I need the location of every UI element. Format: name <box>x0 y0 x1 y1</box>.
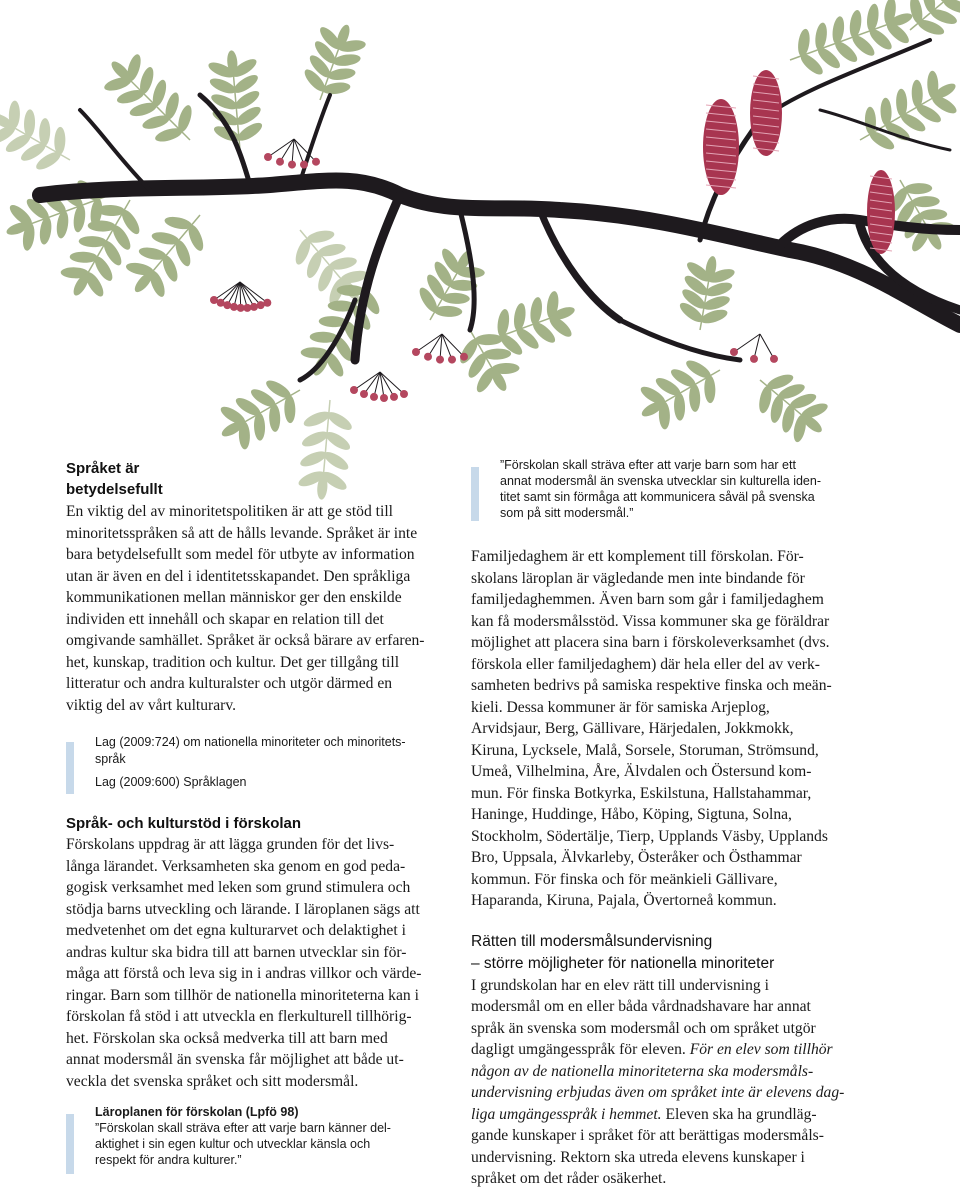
text-line: kieli. Dessa kommuner är för samiska Arjeplog, <box>471 698 770 716</box>
accent-bar <box>66 1114 74 1174</box>
leaflet <box>269 404 281 432</box>
text-line: het. Förskolan ska också medverka till att barn med <box>66 1029 388 1047</box>
berry <box>412 348 420 356</box>
text-line: samheten bedrivs på samiska respektive finska och meän- <box>471 677 832 694</box>
berry <box>400 390 408 398</box>
text-line: Familjedaghem är ett komplement till förskolan. För- <box>471 548 804 565</box>
text-line: het, kunskap, tradition och kultur. Det ger tillgång till <box>66 653 400 671</box>
text-line: bara betydelsefullt som medel för utbyte av information <box>66 546 415 563</box>
branch <box>620 320 740 360</box>
section-heading-forskola: Språk- och kulturstöd i förskolan <box>66 815 302 832</box>
text-run: I grundskolan har en elev rätt till undervisning i <box>471 976 769 994</box>
berry <box>436 356 444 364</box>
right-column <box>471 457 941 1190</box>
leaflet <box>24 109 36 137</box>
berry <box>360 390 368 398</box>
text-line <box>471 1125 941 1147</box>
forskola-quote-box <box>471 457 941 521</box>
text-line: veckla det svenska språket och sitt modersmål. <box>66 1072 359 1090</box>
leaflet <box>434 305 462 317</box>
leaflet <box>911 80 923 108</box>
text-line: minoritetsspråken så att de hålls levande. Språket är inte <box>66 524 418 542</box>
text-line <box>471 1147 941 1169</box>
text-line: utan är även en del i identitetsskapandet. Den språkliga <box>66 567 411 585</box>
berry-stalk <box>240 282 267 303</box>
text-line: Förskolans uppdrag är att lägga grunden för det livs- <box>66 836 395 853</box>
text-line <box>471 1082 941 1104</box>
leaflet <box>475 334 503 346</box>
section-heading-modersmal: Rätten till modersmålsundervisning – större möjligheter för nationella minoriteter <box>471 932 775 972</box>
italic-run: För en elev som tillhör <box>689 1041 833 1058</box>
berry <box>263 299 271 307</box>
italic-run: liga umgängesspråk i hemmet. <box>471 1105 662 1123</box>
text-line <box>471 1018 941 1040</box>
text-line <box>471 1104 941 1126</box>
text-line: Kiruna, Lycksele, Malå, Sorsele, Storuman, Strömsund, <box>471 741 819 759</box>
berry <box>448 356 456 364</box>
text-run: Eleven ska ha grundläg- <box>661 1105 817 1123</box>
berry-stalk <box>442 334 464 357</box>
law-reference-box <box>66 734 446 791</box>
text-line: andras kultur ska bidra till att barnen utvecklar sin för- <box>66 943 407 961</box>
accent-bar <box>471 467 479 521</box>
text-run: undervisning. Rektorn ska utreda elevens kunskaper i <box>471 1148 805 1166</box>
leaflet <box>880 98 892 126</box>
lpfo-quote-box <box>66 1104 446 1168</box>
leaflet <box>323 429 352 453</box>
text-line: Umeå, Vilhelmina, Åre, Älvdalen och Östersund kom- <box>471 763 812 780</box>
leaflet <box>896 89 908 117</box>
text-line: Bro, Uppsala, Älvkarleby, Österåker och Östhammar <box>471 849 802 866</box>
berry-stalk <box>294 139 304 165</box>
section-heading-sprak: Språket är betydelsefullt <box>66 460 163 498</box>
text-line <box>471 975 941 997</box>
berry <box>276 158 284 166</box>
leaflet <box>483 348 511 360</box>
text-run: modersmål om en eller båda vårdnadshavare har annat <box>471 998 811 1015</box>
text-line: ringar. Barn som tillhör de nationella minoriteterna kan i <box>66 986 419 1004</box>
leaflet <box>325 409 354 433</box>
text-line: skolans läroplan är vägledande men inte bindande för <box>471 569 805 587</box>
berry <box>370 393 378 401</box>
forskola-quote: ”Förskolan skall sträva efter att varje barn som har ett annat modersmål än svenska utvecklar sin kulturella iden- titet samt sin förmåga att kommunicera såväl på svenska som på sitt modersmål.” <box>500 458 821 520</box>
lpfo-title: Läroplanen för förskolan (Lpfö 98) <box>95 1105 299 1119</box>
text-line: Haninge, Huddinge, Håbo, Köping, Sigtuna, Solna, <box>471 806 792 823</box>
text-line: möjlighet att placera sina barn i förskoleverksamhet (dvs. <box>471 634 830 651</box>
text-line: förskola eller familjedaghem) där hela eller del av verk- <box>471 655 820 673</box>
leaflet <box>70 251 98 263</box>
berry <box>730 348 738 356</box>
text-line: En viktig del av minoritetspolitiken är att ge stöd till <box>66 503 393 520</box>
text-line: individen ett innehåll och skapar en relation till det <box>66 610 384 628</box>
leaflet <box>704 375 716 403</box>
law-reference-1: Lag (2009:724) om nationella minoriteter och minoritets- språk <box>95 735 406 766</box>
leaflet <box>54 127 66 155</box>
leaflet <box>79 236 107 248</box>
lpfo-quote: ”Förskolan skall sträva efter att varje barn känner del- aktighet i sin egen kultur och utvecklar känsla och respekt för andra kulturer.” <box>95 1121 391 1167</box>
italic-run: någon av de nationella minoriteterna ska modersmåls- <box>471 1062 814 1080</box>
text-line: förskolan få stöd i att utveckla en flerkulturell tillhörig- <box>66 1008 412 1025</box>
section-body-forskola <box>66 834 446 1092</box>
berry-stalk <box>416 334 442 352</box>
text-line: kan få modersmålsstöd. Vissa kommuner ska ge föräldrar <box>471 612 830 630</box>
text-line: stödja barns utveckling och lärande. I läroplanen sägs att <box>66 900 420 918</box>
text-line <box>471 996 941 1018</box>
berry <box>350 386 358 394</box>
berry <box>770 355 778 363</box>
text-line <box>471 1168 941 1190</box>
leaflet <box>254 412 266 440</box>
berry-stalk <box>268 139 294 157</box>
berry <box>390 393 398 401</box>
italic-run: undervisning erbjudas även om språket inte är elevens dag- <box>471 1084 845 1101</box>
berry <box>460 353 468 361</box>
leaflet <box>284 395 296 423</box>
text-line: måga att förstå och leva sig in i andras villkor och värde- <box>66 965 422 982</box>
berry-stalk <box>428 334 442 357</box>
leaflet <box>442 292 470 304</box>
text-line: medvetenhet om det egna kulturarvet och delaktighet i <box>66 922 406 939</box>
text-line: långa lärandet. Verksamheten ska genom en god peda- <box>66 857 406 875</box>
text-line: mun. För finska Botkyrka, Eskilstuna, Hallstahammar, <box>471 784 812 802</box>
text-run: språk än svenska som modersmål och om språket utgör <box>471 1019 816 1037</box>
text-line: Stockholm, Södertälje, Tierp, Upplands Väsby, Upplands <box>471 827 828 845</box>
section-body-modersmal <box>471 975 941 1190</box>
text-line: kommun. För finska och för meänkieli Gällivare, <box>471 870 778 888</box>
text-line: viktig del av vårt kulturarv. <box>66 696 237 714</box>
text-line: kommunikationen mellan människor ger den enskilde <box>66 589 402 606</box>
leaflet <box>864 107 876 135</box>
text-line: Haparanda, Kiruna, Pajala, Övertorneå kommun. <box>471 892 777 909</box>
text-line: omgivande samhället. Språket är också bärare av erfaren- <box>66 632 425 649</box>
accent-bar <box>66 742 74 794</box>
berry <box>312 158 320 166</box>
text-run: dagligt umgängesspråk för eleven. <box>471 1041 690 1058</box>
branch <box>300 95 330 182</box>
berry <box>380 394 388 402</box>
rowan-branch-illustration <box>0 0 960 500</box>
familjedaghem-body <box>471 546 941 912</box>
berry-stalk <box>760 334 774 359</box>
berry-stalk <box>442 334 452 360</box>
section-body-sprak <box>66 501 446 716</box>
leaflet <box>919 209 947 221</box>
leaflet <box>912 196 940 208</box>
left-column <box>66 458 446 1168</box>
text-line: gogisk verksamhet med leken som grund stimulera och <box>66 879 411 896</box>
text-run: gande kunskaper i språket för att berättigas modersmåls- <box>471 1127 824 1144</box>
berry <box>288 161 296 169</box>
text-line: annat modersmål än svenska får möjlighet att både ut- <box>66 1051 404 1068</box>
leaflet <box>674 392 686 420</box>
berry <box>264 153 272 161</box>
leaflet <box>904 183 932 195</box>
text-line: familjedaghemmen. Även barn som går i familjedaghem <box>471 591 824 608</box>
berry-stalk <box>380 372 404 394</box>
text-line: Arvidsjaur, Berg, Gällivare, Härjedalen, Jokkmokk, <box>471 720 794 737</box>
berry <box>424 353 432 361</box>
leaflet <box>689 384 701 412</box>
text-line: litteratur och andra kulturalster och utgör därmed en <box>66 675 393 692</box>
leaflet <box>39 118 51 146</box>
berry-stalk <box>240 282 254 307</box>
berry-stalk <box>280 139 294 162</box>
text-line <box>471 1039 941 1061</box>
berry <box>750 355 758 363</box>
text-run: språket om det råder osäkerhet. <box>471 1170 667 1187</box>
branch <box>80 110 150 190</box>
berry <box>300 161 308 169</box>
law-reference-2: Lag (2009:600) Språklagen <box>95 775 247 789</box>
text-line <box>471 1061 941 1083</box>
